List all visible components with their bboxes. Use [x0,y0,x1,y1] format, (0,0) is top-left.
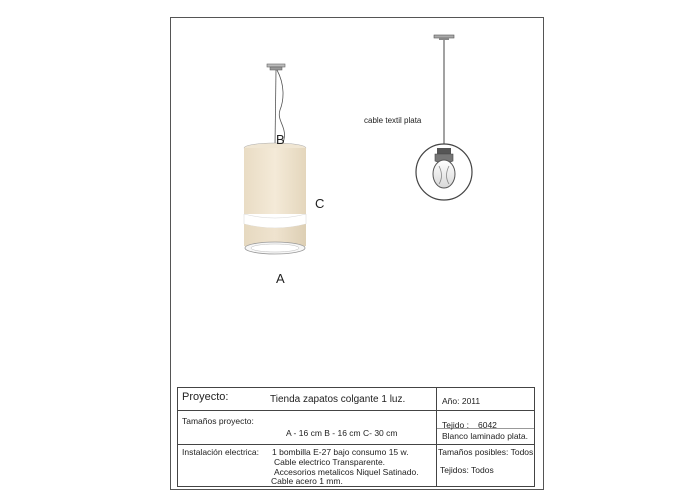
tamanos-proyecto-label: Tamaños proyecto: [182,416,254,426]
tejido-desc: Blanco laminado plata. [442,431,529,441]
tejido-label: Tejido : [442,420,469,430]
tejidos-value: Tejidos: Todos [440,465,494,475]
tejido-code: 6042 [478,420,497,430]
proyecto-value: Tienda zapatos colgante 1 luz. [270,394,406,405]
instalacion-line-4: Cable acero 1 mm. [271,476,343,486]
proyecto-label: Proyecto: [182,391,229,403]
tamanos-proyecto-value: A - 16 cm B - 16 cm C- 30 cm [286,428,398,438]
spec-col-divider [436,388,437,486]
label-c: C [315,196,325,211]
cable-note: cable textil plata [364,116,422,125]
spec-row-divider-2 [178,444,534,445]
pendant-canopy [267,64,285,70]
instalacion-label: Instalación electrica: [182,447,260,457]
front-view-shade [416,144,472,200]
spec-table [177,387,535,487]
spec-row-divider-1 [178,410,534,411]
label-a: A [276,271,285,286]
pendant-shade [244,143,306,254]
anio-value: Año: 2011 [442,396,481,406]
label-b: B [276,132,285,147]
front-view-canopy [434,35,454,40]
instalacion-line-3: Accesorios metalicos Niquel Satinado. [274,467,419,477]
tamanos-posibles: Tamaños posibles: Todos [438,447,534,457]
instalacion-line-1: 1 bombilla E-27 bajo consumo 15 w. [272,447,409,457]
instalacion-line-2: Cable electrico Transparente. [274,457,386,467]
